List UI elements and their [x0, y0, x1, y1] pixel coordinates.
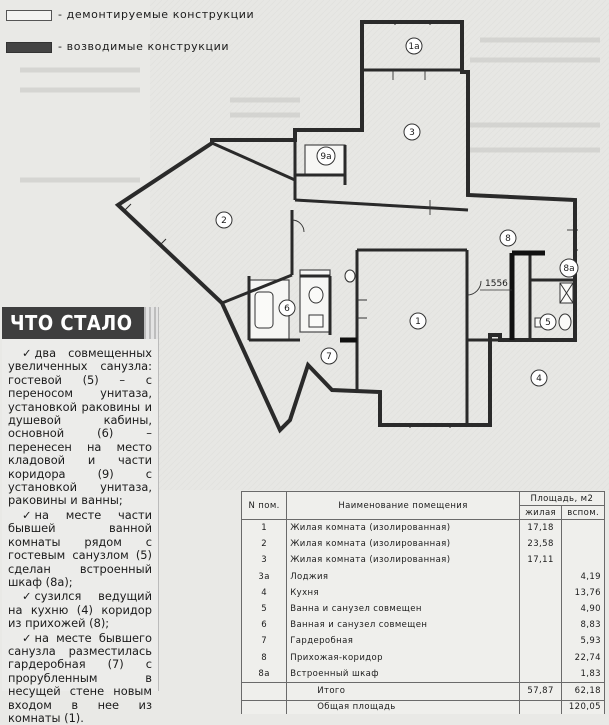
room-marker-1: [410, 313, 426, 329]
room-marker-5: [540, 314, 556, 330]
table-row: 3а Лоджия 4,19: [242, 569, 605, 585]
room-marker-3: [404, 124, 420, 140]
legend-erected-swatch: [6, 42, 52, 53]
svg-text:9a: 9a: [320, 152, 332, 162]
table-row: 8а Встроенный шкаф 1,83: [242, 666, 605, 683]
table-row: 6 Ванная и санузел совмещен 8,83: [242, 617, 605, 633]
legend-demolished-swatch: [6, 10, 52, 21]
after-title-bar: [2, 307, 158, 339]
note-item: ✓ два совмещенных увеличенных санузла: гостевой (5) – с переносом унитаза, установкой раковины и душевой кабины, основной (6) – перенесен на место кладовой и части коридора (9) с установкой унитаза, раковины и ванны;: [8, 346, 152, 508]
checkmark-icon: ✓: [22, 507, 32, 522]
svg-text:2: 2: [221, 216, 227, 226]
table-total-row: Итого 57,87 62,18: [242, 682, 605, 700]
table-row: 8 Прихожая-коридор 22,74: [242, 650, 605, 666]
room-marker-8a: [560, 259, 578, 277]
note-item: ✓ сузился ведущий на кухню (4) коридор из прихожей (8);: [8, 589, 152, 631]
legend-erected: [6, 40, 229, 53]
svg-text:3: 3: [409, 128, 415, 138]
svg-text:8: 8: [505, 234, 511, 244]
svg-text:6: 6: [284, 304, 290, 314]
col-living-header: жилая: [519, 506, 562, 520]
table-gross-row: Общая площадь 120,05: [242, 700, 605, 714]
table-row: 7 Гардеробная 5,93: [242, 633, 605, 649]
room-marker-9a: [317, 147, 335, 165]
room-marker-8: [500, 230, 516, 246]
room-marker-6: [279, 300, 295, 316]
table-row: 5 Ванна и санузел совмещен 4,90: [242, 601, 605, 617]
table-row: 1 Жилая комната (изолированная) 17,18: [242, 520, 605, 537]
table-row: 3 Жилая комната (изолированная) 17,11: [242, 552, 605, 568]
checkmark-icon: ✓: [22, 589, 32, 604]
checkmark-icon: ✓: [22, 346, 32, 360]
legend-erected-label: - возводимые конструкции: [58, 40, 230, 53]
svg-text:8a: 8a: [563, 264, 575, 274]
svg-text:1: 1: [415, 317, 421, 327]
legend-demolished-label: - демонтируемые конструкции: [58, 8, 255, 21]
after-title: ЧТО СТАЛО: [2, 307, 144, 339]
svg-text:1a: 1a: [408, 42, 420, 52]
col-area-header: Площадь, м2: [519, 492, 604, 506]
room-marker-2: [216, 212, 232, 228]
dimension-label: 1556: [485, 279, 508, 289]
room-marker-7: [321, 348, 337, 364]
col-num-header: N пом.: [242, 492, 287, 520]
table-row: 2 Жилая комната (изолированная) 23,58: [242, 536, 605, 552]
after-panel: [2, 307, 159, 725]
svg-text:7: 7: [326, 352, 332, 362]
note-item: ✓ на месте части бывшей ванной комнаты рядом с гостевым санузлом (5) сделан встроенный шкаф (8а);: [8, 507, 152, 589]
after-notes: [2, 339, 158, 725]
note-item: ✓ на месте бывшего санузла разместилась гардеробная (7) с прорубленным в несущей стене новым входом в нее из комнаты (1).: [8, 630, 152, 725]
svg-text:5: 5: [545, 318, 551, 328]
col-aux-header: вспом.: [562, 506, 605, 520]
svg-text:4: 4: [536, 374, 542, 384]
area-table: [241, 491, 605, 714]
room-marker-1a: [406, 38, 422, 54]
legend-demolished: [6, 8, 254, 21]
col-name-header: Наименование помещения: [287, 492, 520, 520]
checkmark-icon: ✓: [22, 630, 32, 645]
table-row: 4 Кухня 13,76: [242, 585, 605, 601]
room-marker-4: [531, 370, 547, 386]
